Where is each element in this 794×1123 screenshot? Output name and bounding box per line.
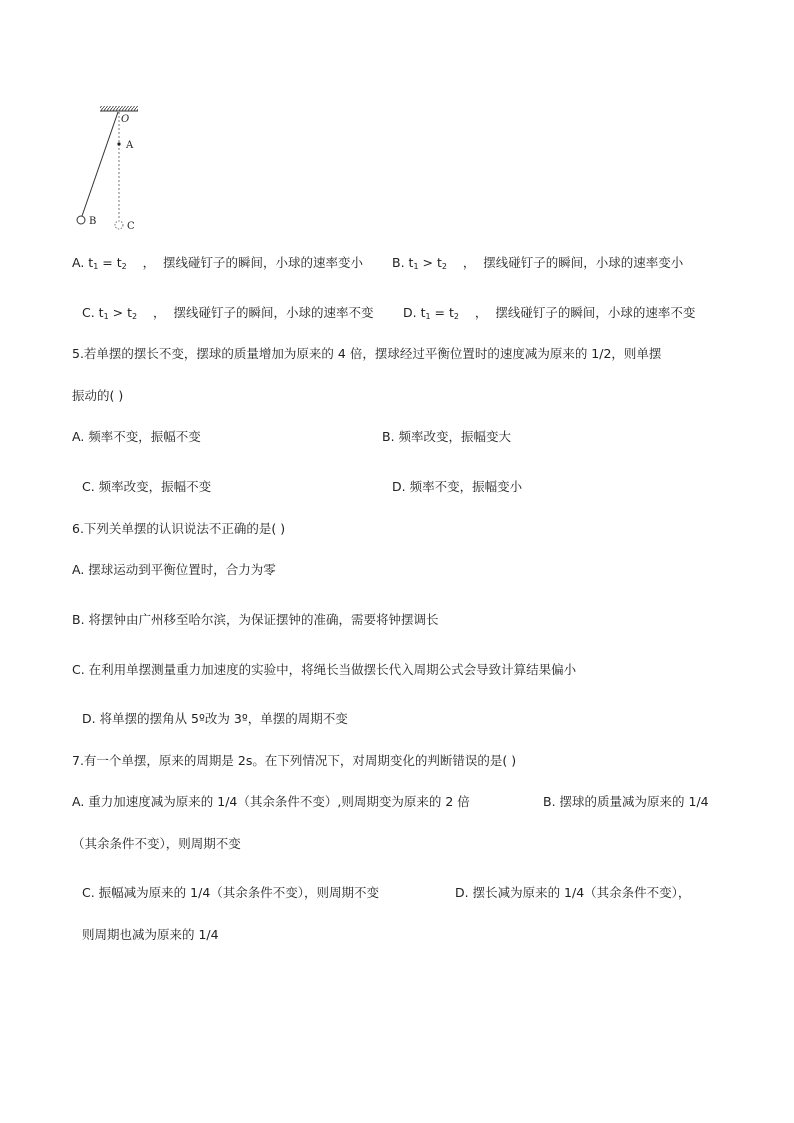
q4-b-prefix: B. t	[392, 255, 414, 270]
q4-a-rel: = t	[98, 255, 122, 270]
q7-option-a: A. 重力加速度减为原来的 1/4（其余条件不变）,则周期变为原来的 2 倍	[72, 794, 470, 809]
q4-option-c	[82, 304, 373, 322]
label-c: C	[127, 221, 135, 232]
q4-a-prefix: A. t	[72, 255, 94, 270]
q5-option-c: C. 频率改变，振幅不变	[82, 479, 212, 494]
q4-c-sub2: 2	[132, 312, 138, 321]
q4-b-text: 摆线碰钉子的瞬间，小球的速率变小	[483, 255, 684, 270]
ball-c-dashed	[115, 221, 123, 229]
q6-option-b: B. 将摆钟由广州移至哈尔滨，为保证摆钟的准确，需要将钟摆调长	[72, 612, 439, 627]
q4-c-sep: ，	[137, 305, 174, 320]
q6-option-c: C. 在利用单摆测量重力加速度的实验中，将绳长当做摆长代入周期公式会导致计算结果偏小	[72, 662, 577, 677]
q7-option-d-line2: 则周期也减为原来的 1/4	[82, 927, 219, 942]
q4-a-sep: ，	[126, 255, 164, 270]
q4-a-text: 摆线碰钉子的瞬间，小球的速率变小	[163, 255, 364, 270]
q4-b-sep: ，	[446, 255, 484, 270]
q4-option-d	[403, 304, 695, 322]
q4-c-rel: > t	[108, 305, 132, 320]
q4-d-text: 摆线碰钉子的瞬间，小球的速率不变	[495, 305, 696, 320]
q7-option-d-line1: D. 摆长减为原来的 1/4（其余条件不变），	[455, 885, 691, 900]
q7-stem: 7.有一个单摆，原来的周期是 2s。在下列情况下，对周期变化的判断错误的是( )	[72, 753, 517, 768]
q4-b-sub1: 1	[413, 262, 419, 271]
q4-c-text: 摆线碰钉子的瞬间，小球的速率不变	[173, 305, 374, 320]
q4-d-sub1: 1	[425, 312, 431, 321]
q4-d-sub2: 2	[453, 312, 459, 321]
q4-c-prefix: C. t	[82, 305, 104, 320]
label-o: O	[121, 114, 130, 125]
q4-b-sub2: 2	[441, 262, 447, 271]
q7-option-b-line2: （其余条件不变），则周期不变	[72, 836, 241, 851]
q5-option-a: A. 频率不变，振幅不变	[72, 429, 201, 444]
q4-d-prefix: D. t	[403, 305, 426, 320]
pendulum-string	[82, 112, 118, 216]
q6-stem: 6.下列关单摆的认识说法不正确的是( )	[72, 521, 286, 536]
nail-a-dot	[117, 142, 120, 145]
label-a: A	[126, 140, 134, 151]
q5-option-d: D. 频率不变，振幅变小	[392, 479, 523, 494]
q4-d-rel: = t	[430, 305, 454, 320]
q4-a-sub2: 2	[121, 262, 127, 271]
ball-b	[77, 216, 85, 224]
q4-option-a	[72, 254, 363, 272]
q4-a-sub1: 1	[93, 262, 99, 271]
q5-stem-line1: 5.若单摆的摆长不变，摆球的质量增加为原来的 4 倍，摆球经过平衡位置时的速度减为原来的 1/2，则单摆	[72, 346, 662, 361]
q5-option-b: B. 频率改变，振幅变大	[382, 429, 512, 444]
pendulum-figure	[70, 104, 160, 236]
q4-option-b	[392, 254, 683, 272]
q6-option-d: D. 将单摆的摆角从 5º改为 3º，单摆的周期不变	[82, 711, 348, 726]
q5-stem-line2: 振动的( )	[72, 388, 124, 403]
q4-d-sep: ，	[459, 305, 496, 320]
label-b: B	[89, 216, 97, 227]
q7-option-c: C. 振幅减为原来的 1/4（其余条件不变），则周期不变	[82, 885, 380, 900]
q7-option-b-line1: B. 摆球的质量减为原来的 1/4	[543, 794, 709, 809]
q4-b-rel: > t	[418, 255, 442, 270]
ceiling-hatch	[100, 106, 138, 111]
q4-c-sub1: 1	[103, 312, 109, 321]
q6-option-a: A. 摆球运动到平衡位置时，合力为零	[72, 562, 276, 577]
